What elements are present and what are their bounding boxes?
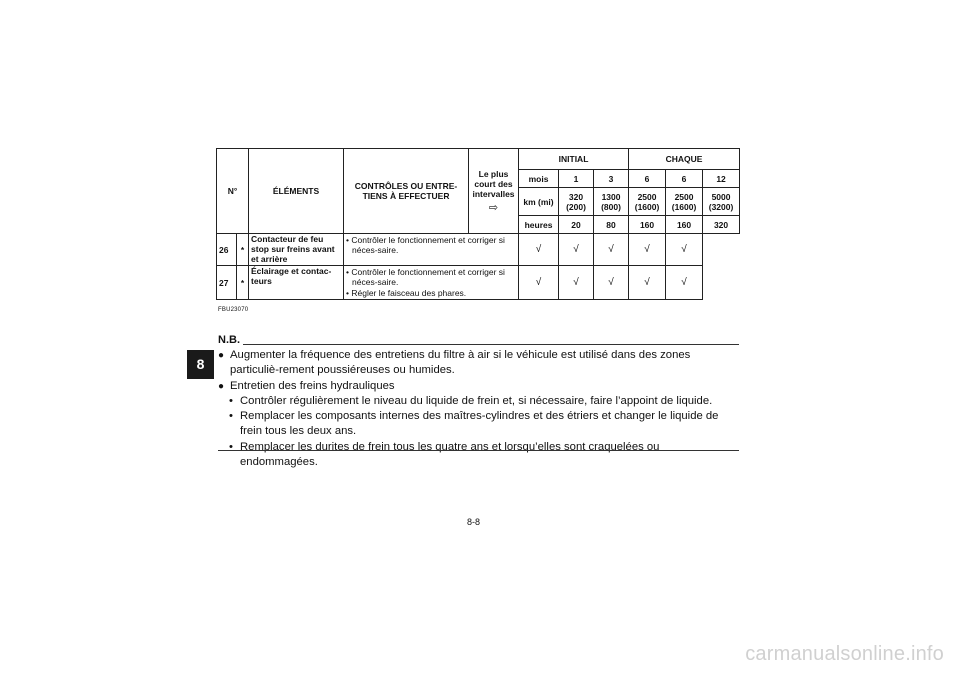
sub-bullet-dot-icon: • xyxy=(229,410,233,423)
interval-value: 2500 (1600) xyxy=(666,188,703,216)
nb-title: N.B. xyxy=(218,334,240,346)
control-text: • Régler le faisceau des phares. xyxy=(346,287,467,298)
nb-sub-bullet xyxy=(218,394,739,409)
interval-value: 20 xyxy=(559,216,594,234)
interval-value: 320 (200) xyxy=(559,188,594,216)
interval-value: 1300 (800) xyxy=(594,188,629,216)
check-mark: √ xyxy=(559,234,594,266)
control-text: • Contrôler le fonctionnement et corriger si néces-saire. xyxy=(346,235,505,256)
header-num: N° xyxy=(217,149,249,234)
check-mark: √ xyxy=(666,266,703,300)
nb-sub-bullet-text: Remplacer les durites de frein tous les quatre ans et lorsqu’elles sont craquelées ou endommagées. xyxy=(240,440,660,469)
nb-bottom-rule xyxy=(218,450,739,451)
row-number: 26 xyxy=(217,234,237,266)
reference-code: FBU23070 xyxy=(218,307,249,313)
check-mark: √ xyxy=(519,266,559,300)
bullet-dot-icon: ● xyxy=(218,350,225,361)
header-initial: INITIAL xyxy=(519,149,629,170)
nb-body xyxy=(218,348,739,470)
header-shortest-interval xyxy=(469,149,519,234)
check-mark: √ xyxy=(594,234,629,266)
interval-value: 2500 (1600) xyxy=(629,188,666,216)
row-number: 27 xyxy=(217,266,237,300)
nb-sub-bullet xyxy=(218,409,739,440)
interval-value: 1 xyxy=(559,170,594,188)
interval-unit: km (mi) xyxy=(519,188,559,216)
interval-unit: heures xyxy=(519,216,559,234)
interval-value: 5000 (3200) xyxy=(703,188,740,216)
interval-value: 6 xyxy=(666,170,703,188)
check-mark: √ xyxy=(666,234,703,266)
chapter-tab: 8 xyxy=(187,350,214,379)
nb-sub-bullet-text: Contrôler régulièrement le niveau du liquide de frein et, si nécessaire, faire l’appoint de liquide. xyxy=(240,394,713,407)
row-controls xyxy=(344,234,519,266)
nb-bullet-text: Entretien des freins hydrauliques xyxy=(230,379,395,392)
check-mark: √ xyxy=(519,234,559,266)
check-mark: √ xyxy=(559,266,594,300)
interval-value: 160 xyxy=(666,216,703,234)
interval-value: 160 xyxy=(629,216,666,234)
nb-bullet xyxy=(218,348,739,379)
page-number: 8-8 xyxy=(467,517,481,527)
check-mark: √ xyxy=(629,266,666,300)
right-arrow-icon: ⇨ xyxy=(488,201,499,214)
table-row xyxy=(217,266,740,300)
header-chaque: CHAQUE xyxy=(629,149,740,170)
watermark: carmanualsonline.info xyxy=(745,643,944,665)
interval-unit: mois xyxy=(519,170,559,188)
bullet-dot-icon: ● xyxy=(218,380,225,392)
row-item: Contacteur de feu stop sur freins avant et arrière xyxy=(249,234,344,266)
interval-value: 80 xyxy=(594,216,629,234)
maintenance-table xyxy=(216,148,740,300)
header-elements: ÉLÉMENTS xyxy=(249,149,344,234)
nb-sub-bullet xyxy=(218,440,739,471)
nb-top-rule xyxy=(243,344,739,345)
sub-bullet-dot-icon: • xyxy=(229,440,233,453)
header-controls: CONTRÔLES OU ENTRE-TIENS À EFFECTUER xyxy=(344,149,469,234)
row-controls xyxy=(344,266,519,300)
row-item: Éclairage et contac-teurs xyxy=(249,266,344,300)
interval-value: 12 xyxy=(703,170,740,188)
nb-bullet-text: Augmenter la fréquence des entretiens du filtre à air si le véhicule est utilisé dans des zones particuliè-rement poussiéreuses ou humides. xyxy=(230,349,691,377)
control-text: • Contrôler le fonctionnement et corriger si néces-saire. xyxy=(346,267,505,288)
row-asterisk: * xyxy=(237,266,249,300)
sub-bullet-dot-icon: • xyxy=(229,394,233,407)
interval-value: 3 xyxy=(594,170,629,188)
header-shortest-label: Le plus court des intervalles xyxy=(472,168,515,199)
nb-bullet xyxy=(218,379,739,394)
interval-value: 320 xyxy=(703,216,740,234)
header-row-1 xyxy=(217,149,740,170)
row-asterisk: * xyxy=(237,234,249,266)
nb-sub-bullet-text: Remplacer les composants internes des maîtres-cylindres et des étriers et changer le liquide de frein tous les deux ans. xyxy=(240,410,719,438)
interval-value: 6 xyxy=(629,170,666,188)
check-mark: √ xyxy=(629,234,666,266)
table-row xyxy=(217,234,740,266)
check-mark: √ xyxy=(594,266,629,300)
